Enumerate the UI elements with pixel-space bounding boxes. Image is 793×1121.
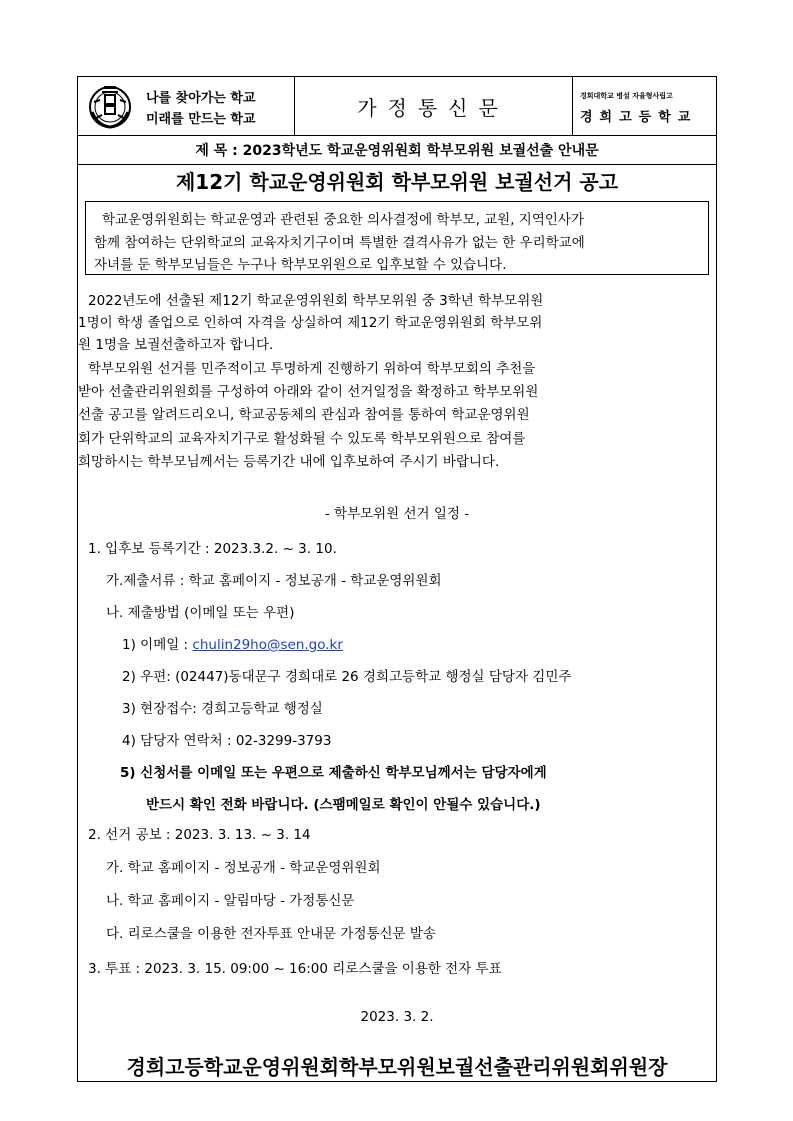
slogan-line-2: 미래를 만드는 학교 <box>146 112 256 127</box>
body-line: 받아 선출관리위원회를 구성하여 아래와 같이 선거일정을 확정하고 학부모위원 <box>78 384 539 400</box>
newsletter-frame <box>77 76 717 1082</box>
email-link[interactable]: chulin29ho@sen.go.kr <box>192 637 343 653</box>
intro-line: 학교운영위원회는 학교운영과 관련된 중요한 의사결정에 학부모, 교원, 지역인사가 <box>102 212 585 228</box>
schedule-detail-email <box>122 633 343 653</box>
body-line: 학부모위원 선거를 민주적이고 투명하게 진행하기 위하여 학부모회의 추천을 <box>88 361 536 377</box>
schedule-item-campaign: 2. 선거 공보 : 2023. 3. 13. ~ 3. 14 <box>88 827 311 843</box>
schedule-subitem: 다. 리로스쿨을 이용한 전자투표 안내문 가정통신문 발송 <box>106 926 436 942</box>
schedule-detail: 3) 현장접수: 경희고등학교 행정실 <box>122 701 323 717</box>
header <box>78 77 716 136</box>
schedule-subitem: 가. 학교 홈페이지 - 정보공개 - 학교운영위원회 <box>106 860 381 876</box>
body-line: 선출 공고를 알려드리오니, 학교공동체의 관심과 참여를 통하여 학교운영위원 <box>78 407 530 423</box>
schedule-notice: 5) 신청서를 이메일 또는 우편으로 제출하신 학부모님께서는 담당자에게 <box>120 765 547 781</box>
intro-box <box>85 201 709 275</box>
school-name: 경희고등학교 <box>580 110 698 125</box>
schedule-heading: - 학부모위원 선거 일정 - <box>324 506 470 522</box>
subject-line: 제 목 : 2023학년도 학교운영위원회 학부모위원 보궐선출 안내문 <box>78 136 716 165</box>
slogan-line-1: 나를 찾아가는 학교 <box>146 91 256 106</box>
schedule-notice: 반드시 확인 전화 바랍니다. (스팸메일로 확인이 안될수 있습니다.) <box>146 797 541 813</box>
schedule-subitem: 가.제출서류 : 학교 홈페이지 - 정보공개 - 학교운영위원회 <box>106 573 442 589</box>
schedule-item-vote: 3. 투표 : 2023. 3. 15. 09:00 ~ 16:00 리로스쿨을 이용한 전자 투표 <box>88 961 502 977</box>
email-label: 1) 이메일 : <box>122 637 193 653</box>
schedule-detail: 2) 우편: (02447)동대문구 경희대로 26 경희고등학교 행정실 담당자 김민주 <box>122 669 572 685</box>
schedule-subitem: 나. 학교 홈페이지 - 알림마당 - 가정통신문 <box>106 893 355 909</box>
schedule-subitem: 나. 제출방법 (이메일 또는 우편) <box>106 605 295 621</box>
signer: 경희고등학교운영위원회학부모위원보궐선출관리위원회위원장 <box>126 1055 668 1079</box>
school-affiliation: 경희대학교 병설 자율형사립고 <box>580 92 673 100</box>
header-school-cell <box>572 77 718 135</box>
newsletter-title: 가정통신문 <box>294 77 573 135</box>
header-slogan-cell <box>78 77 295 135</box>
body-line: 원 1명을 보궐선출하고자 합니다. <box>78 337 274 353</box>
notice-date: 2023. 3. 2. <box>360 1009 434 1025</box>
notice-title: 제12기 학교운영위원회 학부모위원 보궐선거 공고 <box>175 170 619 194</box>
intro-line: 함께 참여하는 단위학교의 교육자치기구이며 특별한 결격사유가 없는 한 우리학교에 <box>94 235 585 251</box>
body-line: 희망하시는 학부모님께서는 등록기간 내에 입후보하여 주시기 바랍니다. <box>78 454 500 470</box>
intro-line: 자녀를 둔 학부모님들은 누구나 학부모위원으로 입후보할 수 있습니다. <box>94 257 507 273</box>
body-line: 2022년도에 선출된 제12기 학교운영위원회 학부모위원 중 3학년 학부모위원 <box>88 293 544 309</box>
body-line: 회가 단위학교의 교육자치기구로 활성화될 수 있도록 학부모위원으로 참여를 <box>78 431 526 447</box>
schedule-detail: 4) 담당자 연락처 : 02-3299-3793 <box>122 733 332 749</box>
school-emblem-icon <box>86 82 134 130</box>
body-line: 1명이 학생 졸업으로 인하여 자격을 상실하여 제12기 학교운영위원회 학부모위 <box>78 315 543 331</box>
schedule-item-registration: 1. 입후보 등록기간 : 2023.3.2. ~ 3. 10. <box>88 541 337 557</box>
